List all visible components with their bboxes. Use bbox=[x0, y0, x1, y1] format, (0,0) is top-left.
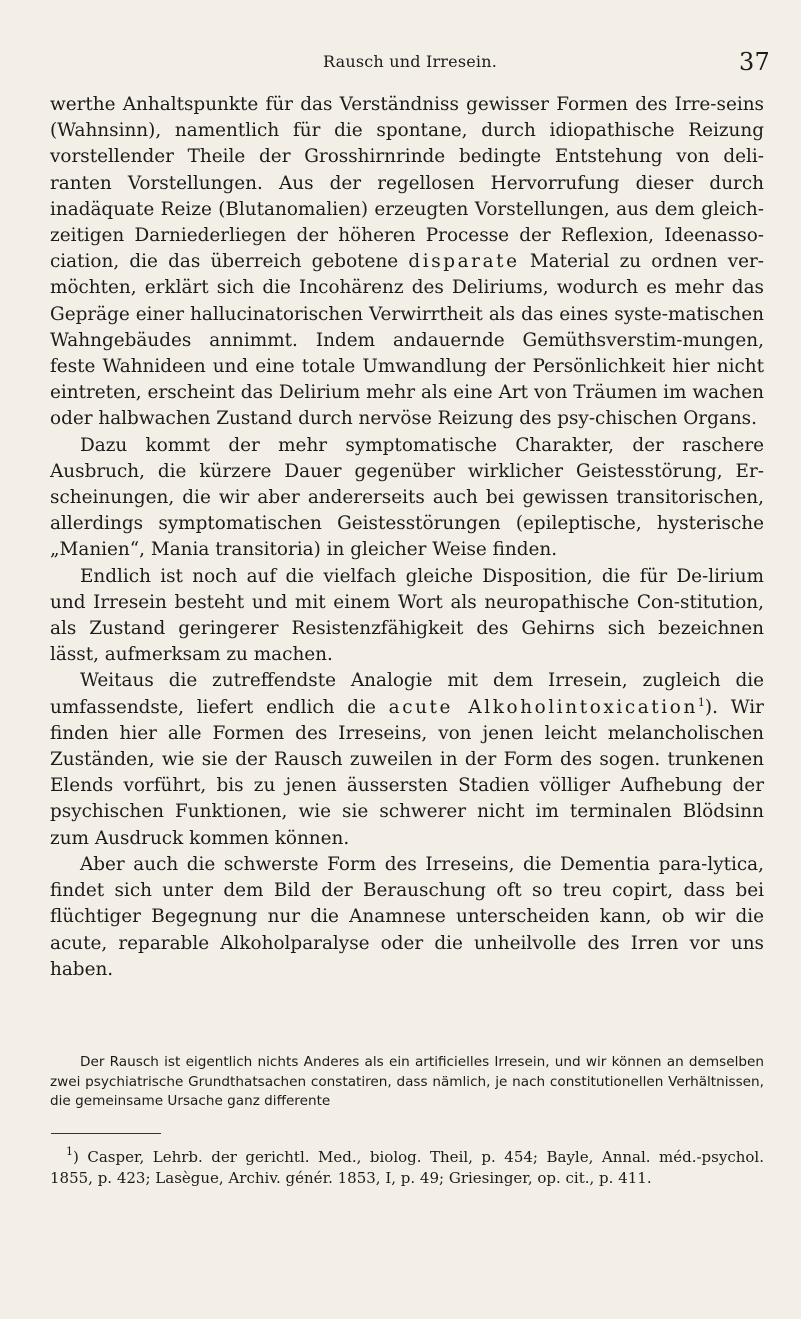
running-header bbox=[50, 48, 770, 76]
spaced-term: disparate bbox=[408, 251, 520, 273]
footnote-ref: 1 bbox=[697, 695, 705, 709]
footnote bbox=[50, 1147, 764, 1189]
paragraph-2: Dazu kommt der mehr symptomatische Charakter, der raschere Ausbruch, die kürzere Dauer gegenüber wirklicher Geistesstörung, Er-scheinungen, die wir aber andererseits auch bei gewissen transitorischen, allerdings symptomatischen Geistesstörungen (epileptische, hysterische „Manien“, Mania transitoria) in gleicher Weise finden. bbox=[50, 434, 764, 561]
paragraph-5: Aber auch die schwerste Form des Irreseins, die Dementia para-lytica, findet sich unter dem Bild der Berauschung oft so treu copirt, dass bei flüchtiger Begegnung nur die Anamnese unterscheiden kann, ob wir die acute, reparable Alkoholparalyse oder die unheilvolle des Irren vor uns haben. bbox=[50, 853, 764, 980]
footnote-text: ) Casper, Lehrb. der gerichtl. Med., biolog. Theil, p. 454; Bayle, Annal. méd.-psychol. 1855, p. 423; Lasègue, Archiv. génér. 1853, I, p. 49; Griesinger, op. cit., p. 411. bbox=[50, 1148, 764, 1187]
footnote-divider bbox=[51, 1133, 161, 1134]
small-print-paragraph: Der Rausch ist eigentlich nichts Anderes als ein artificielles Irresein, und wir können an demselben zwei psychiatrische Grundthatsachen constatiren, dass nämlich, je nach constitutionellen Verhältnissen, die gemeinsame Ursache ganz differente bbox=[50, 1054, 764, 1110]
spaced-term: acute Alkoholintoxication bbox=[388, 696, 698, 718]
main-text bbox=[50, 92, 764, 983]
paragraph-1: werthe Anhaltspunkte für das Verständniss gewisser Formen des Irre-seins (Wahnsinn), namentlich für die spontane, durch idiopathische Reizung vorstellender Theile der Grosshirnrinde bedingte Entstehung von deli-ranten Vorstellungen. Aus der regellosen Hervorrufung dieser durch inadäquate Reize (Blutanomalien) erzeugten Vorstellungen, aus dem gleich-zeitigen Darniederliegen der höheren Processe der Reflexion, Ideenasso-ciation, die das überreich gebotene disparate Material zu ordnen ver-möchten, erklärt sich die Incohärenz des Deliriums, wodurch es mehr das Gepräge einer hallucinatorischen Verwirrtheit als das eines syste-matischen Wahngebäudes annimmt. Indem andauernde Gemüthsverstim-mungen, feste Wahnideen und eine totale Umwandlung der Persönlichkeit hier nicht eintreten, erscheint das Delirium mehr als eine Art von Träumen im wachen oder halbwachen Zustand durch nervöse Reizung des psy-chischen Organs. bbox=[50, 94, 764, 430]
running-title: Rausch und Irresein. bbox=[322, 52, 498, 71]
footnote-marker: 1 bbox=[66, 1145, 73, 1158]
paragraph-3: Endlich ist noch auf die vielfach gleiche Disposition, die für De-lirium und Irresein besteht und mit einem Wort als neuropathische Con-stitution, als Zustand geringerer Resistenzfähigkeit des Gehirns sich bezeichnen lässt, aufmerksam zu machen. bbox=[50, 565, 764, 666]
paragraph-4: Weitaus die zutreffendste Analogie mit dem Irresein, zugleich die umfassendste, liefert endlich die acute Alkoholintoxication$^1$). Wir finden hier alle Formen des Irreseins, von jenen leicht melancholischen Zuständen, wie sie der Rausch zuweilen in der Form des sogen. trunkenen Elends vorführt, bis zu jenen äussersten Stadien völliger Aufhebung der psychischen Funktionen, wie sie schwerer nicht im terminalen Blödsinn zum Ausdruck kommen können. bbox=[50, 670, 764, 849]
page-number: 37 bbox=[739, 48, 770, 76]
